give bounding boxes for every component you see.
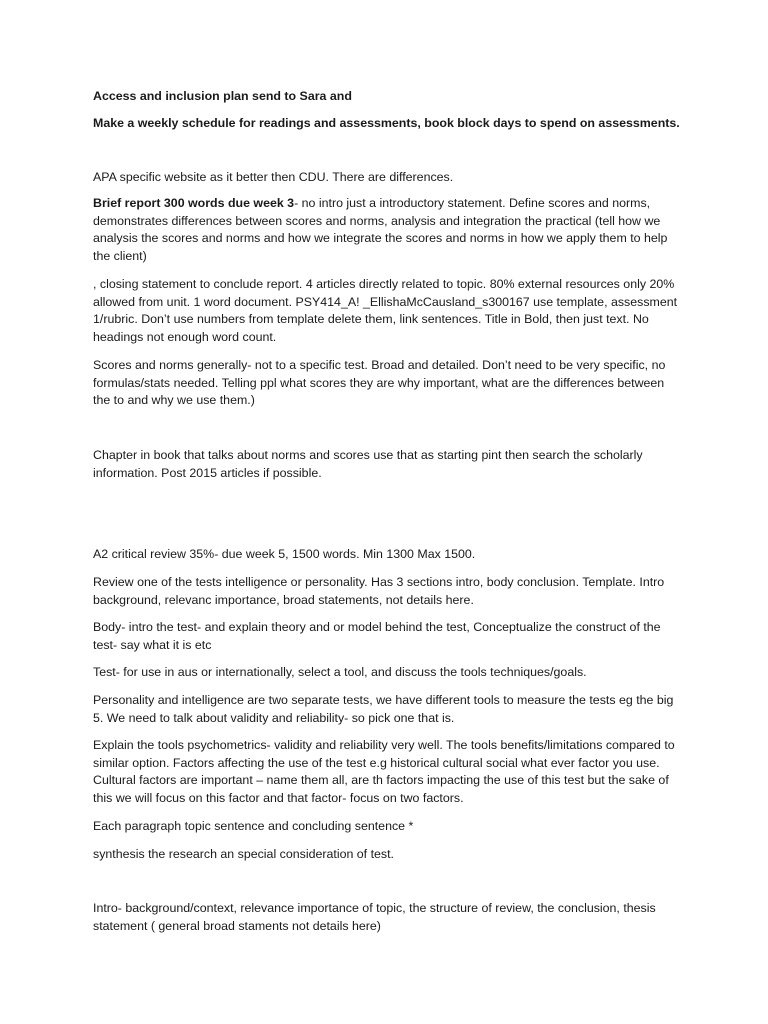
- note-apa-website: APA specific website as it better then CDU. There are differences.: [93, 170, 454, 184]
- note-closing-statement: , closing statement to conclude report. 4 articles directly related to topic. 80% external resources only 20% allowed from unit. 1 word document. PSY414_A! _EllishaMcCausland_s300167 use template, assessment 1/rubric. Don’t use numbers from template delete them, link sentences. Title in Bold, then just text. No headings not enough word count.: [93, 277, 678, 344]
- note-synthesis: synthesis the research an special consideration of test.: [93, 847, 394, 861]
- note-chapter-in-book: Chapter in book that talks about norms and scores use that as starting pint then search the scholarly information. Post 2015 articles if possible.: [93, 448, 643, 480]
- note-psychometrics: Explain the tools psychometrics- validity and reliability very well. The tools benefits/limitations compared to similar option. Factors affecting the use of the test e.g historical cultural social what ever factor you use. Cultural factors are important – name them all, are th factors impacting the use of this test but the sake of this we will focus on this factor and that factor- focus on two factors.: [93, 738, 675, 805]
- note-personality-intelligence: Personality and intelligence are two separate tests, we have different tools to measure the tests eg the big 5. We need to talk about validity and reliability- so pick one that is.: [93, 693, 674, 725]
- note-scores-and-norms: Scores and norms generally- not to a specific test. Broad and detailed. Don’t need to be very specific, no formulas/stats needed. Telling ppl what scores they are why important, what are the differences between the to and why we use them.): [93, 358, 666, 408]
- brief-report-details: - no intro just a introductory statement. Define scores and norms, demonstrates differences between scores and norms, analysis and integration the practical (tell how we analysis the scores and norms and how we integrate the scores and norms in how we apply them to help the client): [93, 196, 668, 263]
- note-weekly-schedule: Make a weekly schedule for readings and assessments, book block days to spend on assessments.: [93, 116, 680, 130]
- note-paragraph-topic: Each paragraph topic sentence and concluding sentence *: [93, 819, 414, 833]
- note-access-plan: Access and inclusion plan send to Sara and: [93, 89, 352, 103]
- note-intro-structure: Intro- background/context, relevance importance of topic, the structure of review, the conclusion, thesis statement ( general broad staments not details here): [93, 901, 656, 933]
- brief-report-heading: Brief report 300 words due week 3: [93, 196, 295, 210]
- note-brief-report: [93, 195, 683, 265]
- note-a2-critical-review: A2 critical review 35%- due week 5, 1500 words. Min 1300 Max 1500.: [93, 547, 476, 561]
- note-review-one-test: Review one of the tests intelligence or personality. Has 3 sections intro, body conclusion. Template. Intro background, relevanc importance, broad statements, not details here.: [93, 575, 665, 607]
- note-test-use: Test- for use in aus or internationally, select a tool, and discuss the tools techniques/goals.: [93, 665, 587, 679]
- note-body: Body- intro the test- and explain theory and or model behind the test, Conceptualize the construct of the test- say what it is etc: [93, 620, 661, 652]
